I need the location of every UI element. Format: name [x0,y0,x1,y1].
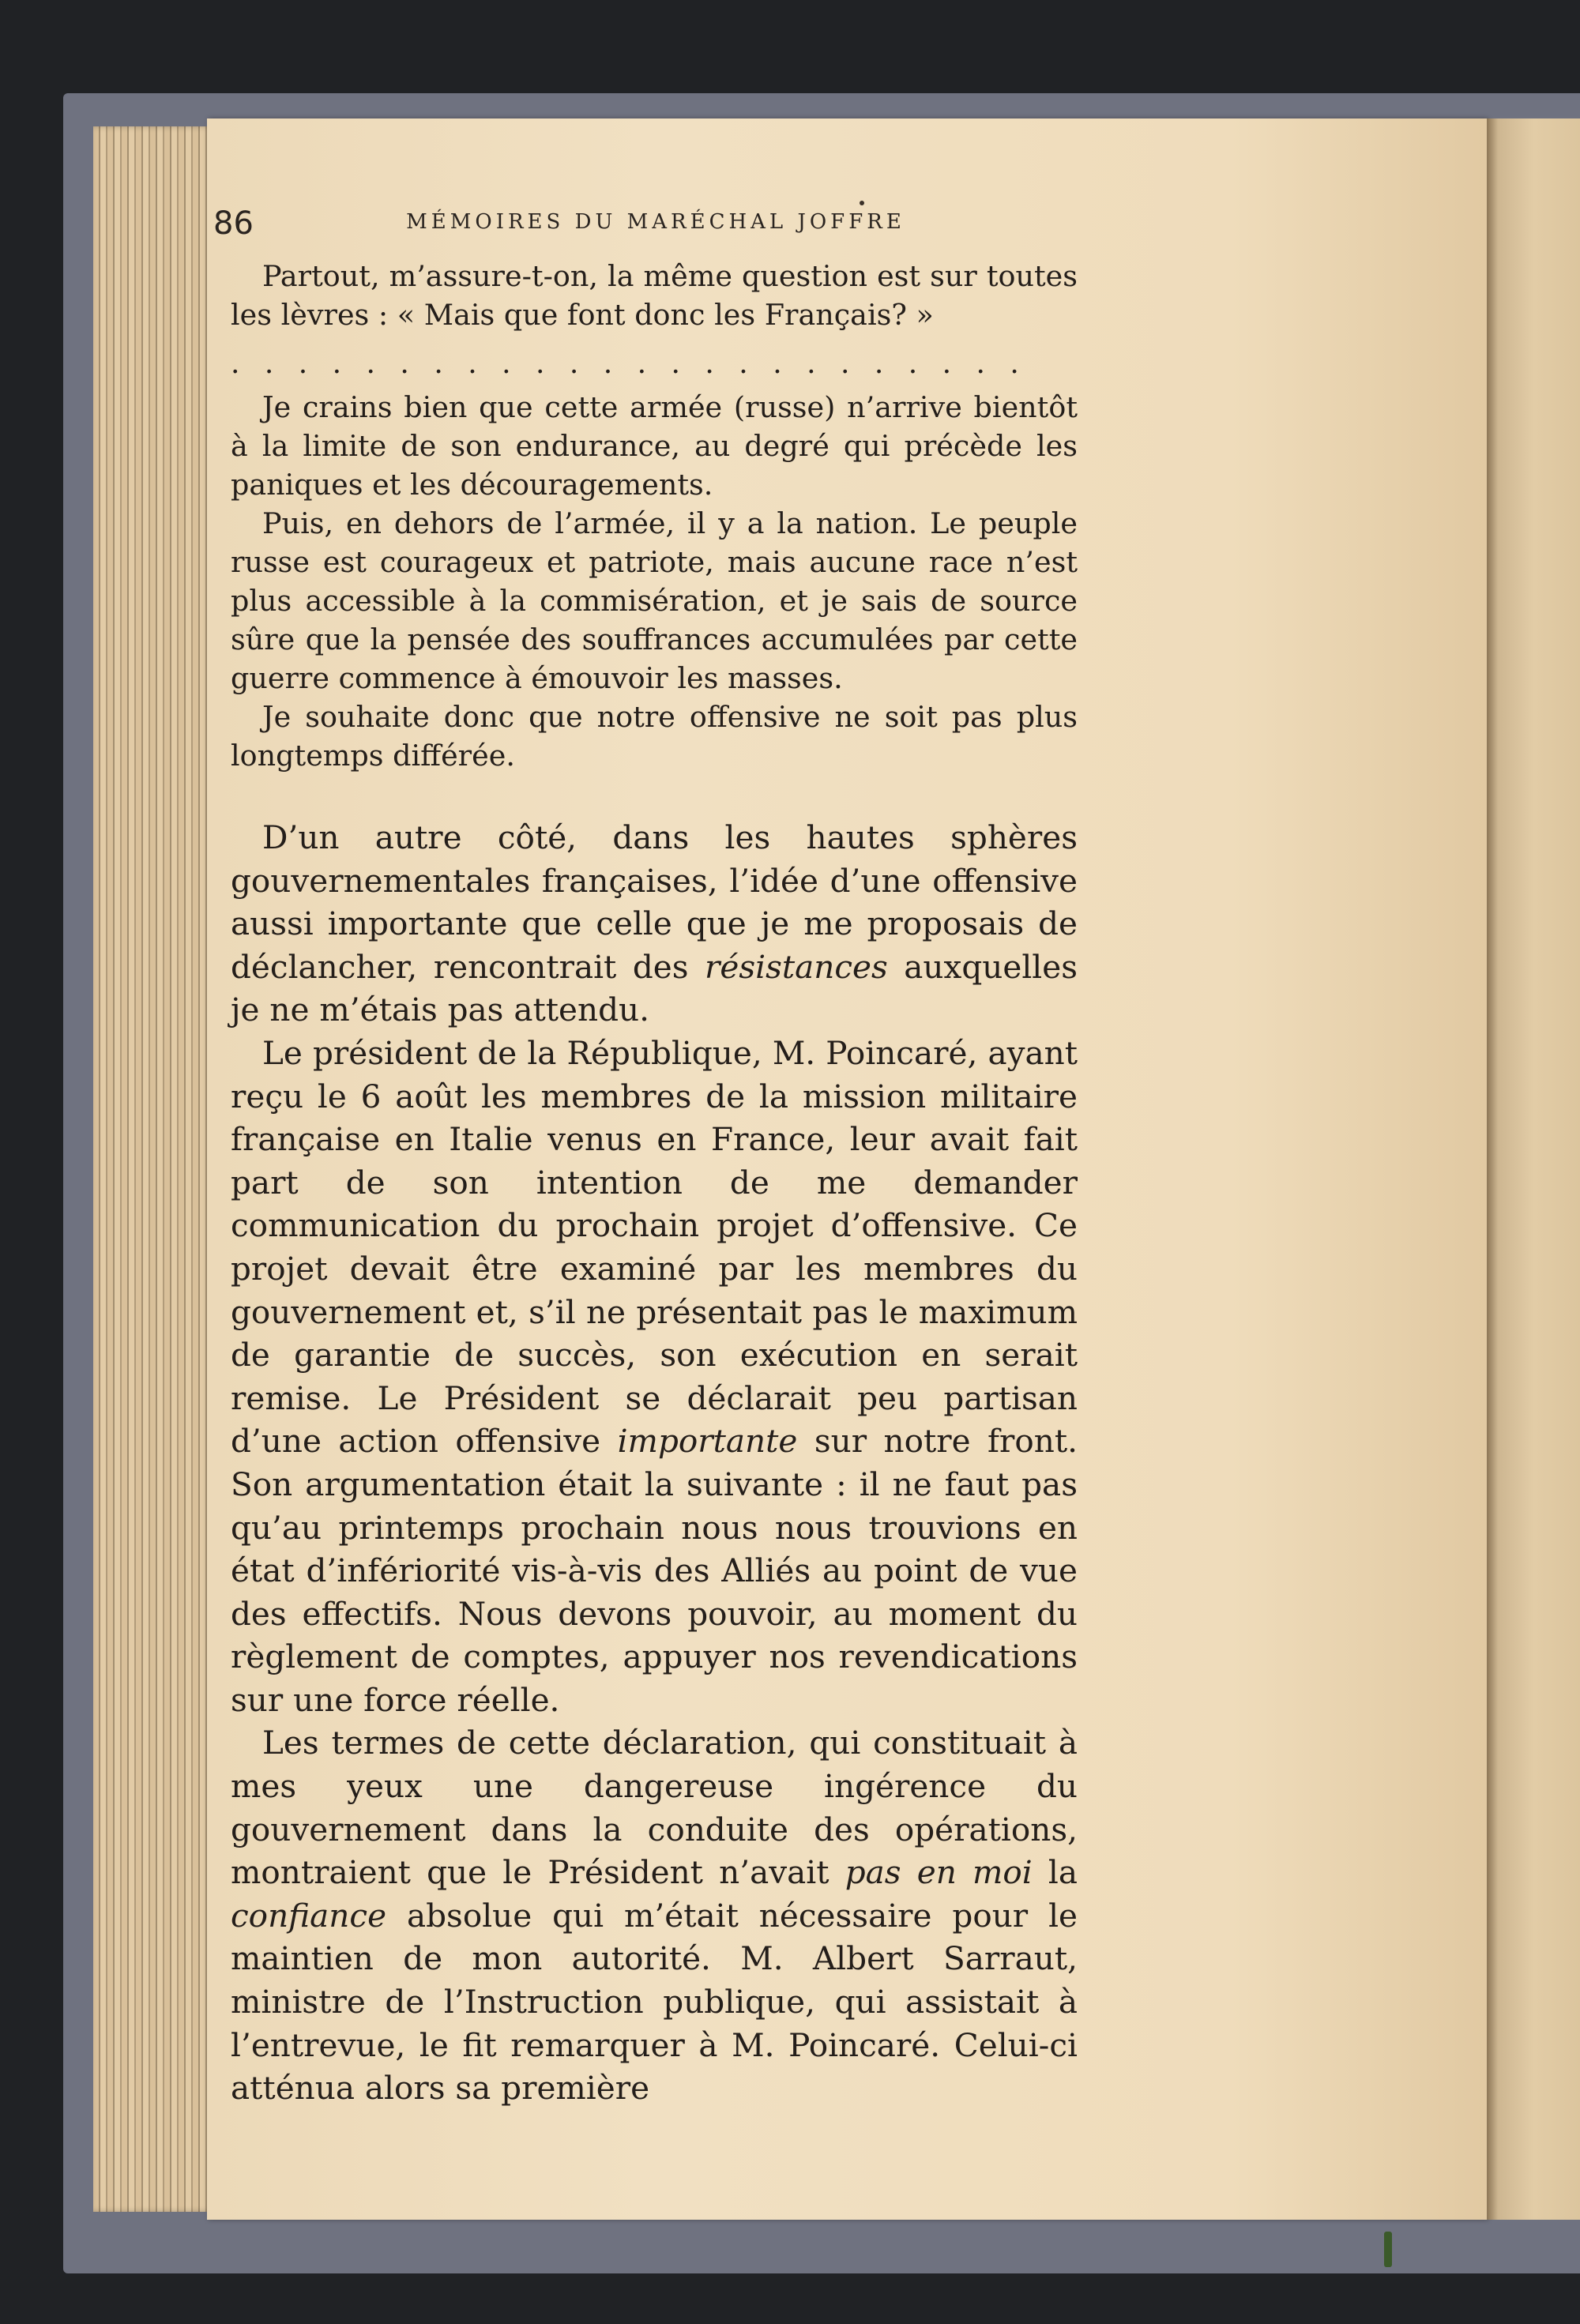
text-run: la [1032,1853,1078,1892]
main-text [231,816,1078,2110]
adjacent-page [1487,118,1580,2220]
quoted-dispatch [231,257,1078,775]
text-run: Le président de la République, M. Poincaré, ayant reçu le 6 août les membres de la mission militaire française en Italie venus en France, leur avait fait part de son intention de me demander communication du prochain projet d’offensive. Ce projet devait être examiné par les membres du gouvernement et, s’il ne présentait pas le maximum de garantie de succès, son exécution en serait remise. Le Président se déclarait peu partisan d’une action offensive [231,1033,1078,1461]
body-paragraph [231,1721,1078,2109]
bookmark-ribbon [1384,2232,1392,2267]
ellipsis-separator: . . . . . . . . . . . . . . . . . . . . . . . . [231,348,1027,380]
quote-paragraph: Puis, en dehors de l’armée, il y a la nation. Le peuple russe est courageux et patriote, mais aucune race n’est plus accessible à la commisération, et je sais de source sûre que la pensée des souffrances accumulées par cette guerre commence à émouvoir les masses. [231,506,1078,695]
text-run: absolue qui m’était nécessaire pour le maintien de mon autorité. M. Albert Sarraut, ministre de l’Instruction publique, qui assistait à l’entrevue, le fit remarquer à M. Poincaré. Celui-ci atténua alors sa première [231,1896,1078,2108]
running-title: MÉMOIRES DU MARÉCHAL JOFFRE [406,210,905,234]
page-edges [93,126,212,2212]
section-gap [231,775,1078,816]
text-run: auxquelles je ne m’étais pas attendu. [231,947,1078,1029]
text-run: Les termes de cette déclaration, qui constituait à mes yeux une dangereuse ingérence du gouvernement dans la conduite des opérations, montraient que le Président n’avait [231,1724,1078,1892]
body-paragraph [231,816,1078,1032]
quote-paragraph: Partout, m’assure-t-on, la même question est sur toutes les lèvres : « Mais que font donc les Français? » [231,259,1078,332]
quote-paragraph: Je crains bien que cette armée (russe) n’arrive bientôt à la limite de son endurance, au degré qui précède les paniques et les découragements. [231,390,1078,502]
body-paragraph [231,1032,1078,1722]
text-run: sur notre front. Son argumentation était la suivante : il ne faut pas qu’au printemps prochain nous nous trouvions en état d’infériorité vis-à-vis des Alliés au point de vue des effectifs. Nous devons pouvoir, au moment du règlement de comptes, appuyer nos revendications sur une force réelle. [231,1422,1078,1719]
italic-text: pas en moi [845,1853,1033,1892]
italic-text: confiance [231,1896,387,1935]
text-run: D’un autre côté, dans les hautes sphères gouvernementales françaises, l’idée d’une offensive aussi importante que celle que je me proposais de déclancher, rencontrait des [231,818,1078,986]
italic-text: importante [617,1422,798,1461]
page-number: 86 [213,205,254,242]
quote-paragraph: Je souhaite donc que notre offensive ne soit pas plus longtemps différée. [231,700,1078,773]
page-text [231,257,1078,2110]
page-header [213,205,1074,253]
italic-text: résistances [705,947,888,986]
